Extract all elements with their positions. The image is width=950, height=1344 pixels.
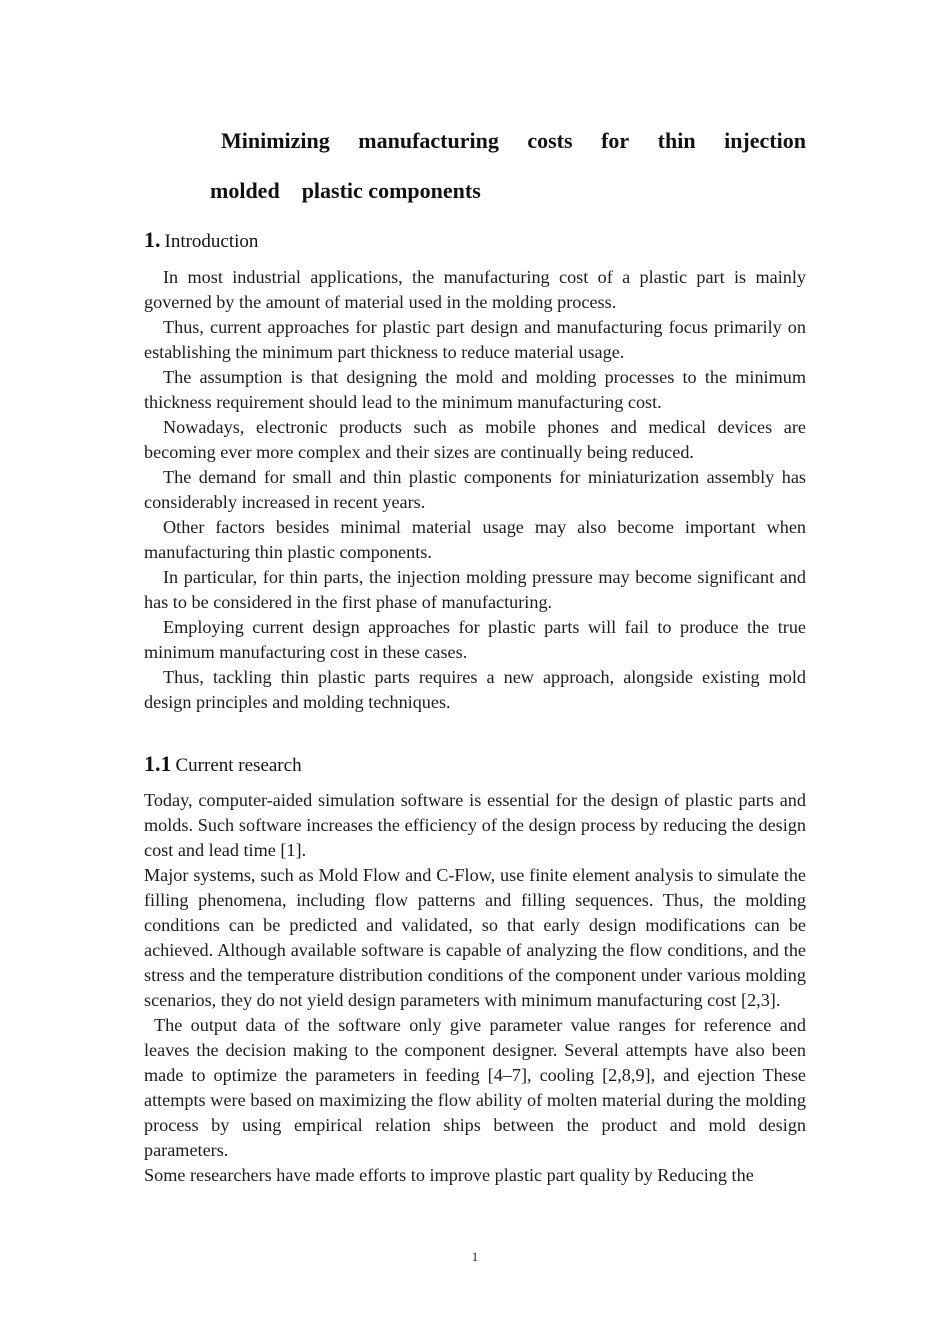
current-research-body xyxy=(144,788,806,1188)
title-word: plastic components xyxy=(301,178,481,203)
title-word: costs xyxy=(527,128,573,153)
title-word: manufacturing xyxy=(358,128,499,153)
paragraph: Other factors besides minimal material usage may also become important when manufacturing thin plastic components. xyxy=(144,517,806,562)
introduction-body xyxy=(144,265,806,715)
paragraph: In particular, for thin parts, the injection molding pressure may become significant and has to be considered in the first phase of manufacturing. xyxy=(144,567,806,612)
paragraph: Some researchers have made efforts to improve plastic part quality by Reducing the xyxy=(144,1165,754,1185)
section-number: 1.1 xyxy=(144,751,172,776)
title-line-1 xyxy=(221,128,806,154)
paragraph: Major systems, such as Mold Flow and C-Flow, use finite element analysis to simulate the filling phenomena, including flow patterns and filling sequences. Thus, the molding conditions can be predicted and validated, so that early design modifications can be achieved. Although available software is capable of analyzing the flow conditions, and the stress and the temperature distribution conditions of the component under various molding scenarios, they do not yield design parameters with minimum manufacturing cost [2,3]. xyxy=(144,865,806,1010)
paragraph: Nowadays, electronic products such as mobile phones and medical devices are becoming ever more complex and their sizes are continually being reduced. xyxy=(144,417,806,462)
paragraph: Thus, tackling thin plastic parts requires a new approach, alongside existing mold design principles and molding techniques. xyxy=(144,667,806,712)
section-title: Introduction xyxy=(164,231,259,252)
title-word: injection xyxy=(724,128,806,153)
page-number: 1 xyxy=(471,1249,479,1264)
paragraph: The assumption is that designing the mold and molding processes to the minimum thickness requirement should lead to the minimum manufacturing cost. xyxy=(144,367,806,412)
paragraph: The output data of the software only give parameter value ranges for reference and leaves the decision making to the component designer. Several attempts have also been made to optimize the parameters in feeding [4–7], cooling [2,8,9], and ejection These attempts were based on maximizing the flow ability of molten material during the molding process by using empirical relation ships between the product and mold design parameters. xyxy=(144,1015,806,1160)
paragraph: Thus, current approaches for plastic part design and manufacturing focus primarily on establishing the minimum part thickness to reduce material usage. xyxy=(144,317,806,362)
paragraph: The demand for small and thin plastic components for miniaturization assembly has considerably increased in recent years. xyxy=(144,467,806,512)
title-word: for xyxy=(601,128,630,153)
paragraph: In most industrial applications, the manufacturing cost of a plastic part is mainly governed by the amount of material used in the molding process. xyxy=(144,267,806,312)
title-line-2 xyxy=(210,178,481,204)
section-heading-introduction xyxy=(144,227,258,255)
section-heading-current-research xyxy=(144,751,302,779)
title-word: thin xyxy=(657,128,696,153)
title-word: Minimizing xyxy=(221,128,330,153)
section-number: 1. xyxy=(144,227,161,252)
paragraph: Employing current design approaches for plastic parts will fail to produce the true minimum manufacturing cost in these cases. xyxy=(144,617,806,662)
section-title: Current research xyxy=(175,755,302,776)
title-word: molded xyxy=(210,178,280,203)
paragraph: Today, computer-aided simulation software is essential for the design of plastic parts and molds. Such software increases the efficiency of the design process by reducing the design cost and lead time [1]. xyxy=(144,790,806,860)
